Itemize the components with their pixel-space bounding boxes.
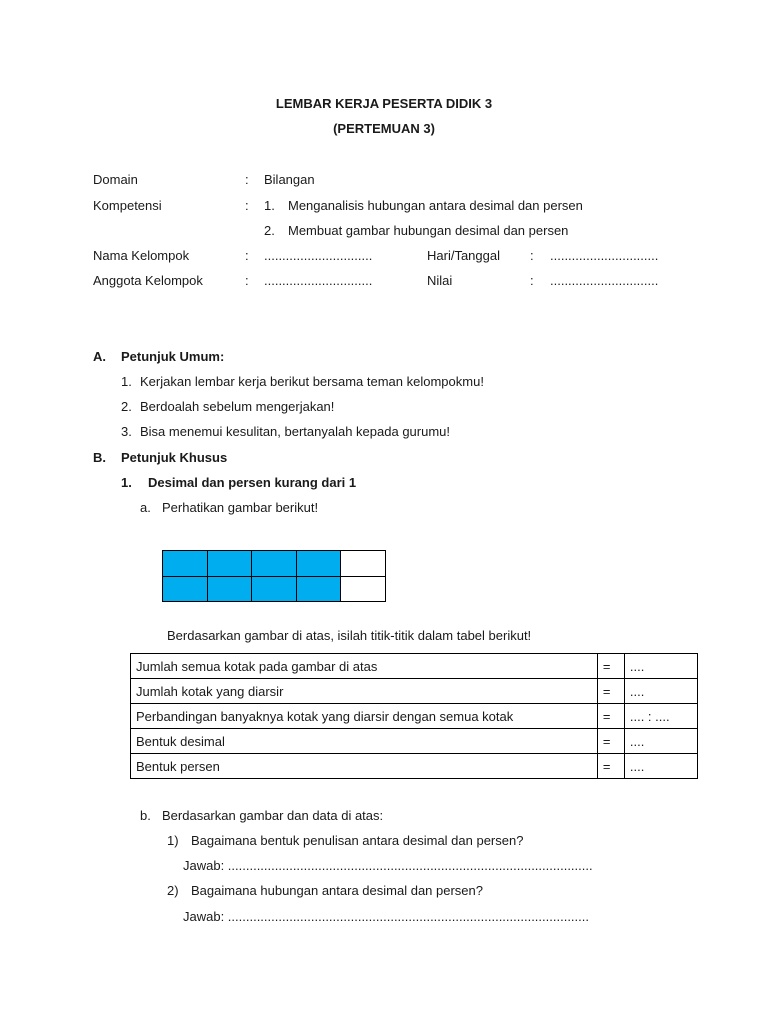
kompetensi-item-2-num: 2. bbox=[264, 223, 275, 238]
table-row bbox=[131, 704, 698, 729]
anggota-kelompok-field[interactable]: .............................. bbox=[264, 273, 373, 288]
item-a-letter: a. bbox=[140, 500, 151, 515]
grid-cell-shaded bbox=[252, 576, 297, 602]
page-title: LEMBAR KERJA PESERTA DIDIK 3 bbox=[275, 96, 493, 111]
section-a-letter: A. bbox=[93, 349, 106, 364]
table-row bbox=[131, 679, 698, 704]
nama-kelompok-field[interactable]: .............................. bbox=[264, 248, 373, 263]
row-equals: = bbox=[597, 754, 624, 779]
row-answer-field[interactable]: .... bbox=[624, 654, 697, 679]
subsection-1-num: 1. bbox=[121, 475, 132, 490]
row-label: Jumlah semua kotak pada gambar di atas bbox=[131, 654, 598, 679]
nilai-colon: : bbox=[530, 273, 534, 288]
grid-cell-empty bbox=[341, 576, 386, 602]
row-answer-field[interactable]: .... : .... bbox=[624, 704, 697, 729]
grid-row bbox=[163, 576, 386, 602]
question-1-answer-line[interactable]: Jawab: ..................................................................................................... bbox=[183, 858, 593, 873]
table-row bbox=[131, 729, 698, 754]
kompetensi-item-1: Menganalisis hubungan antara desimal dan persen bbox=[288, 198, 583, 213]
petunjuk-umum-num-2: 2. bbox=[121, 399, 132, 414]
grid-cell-shaded bbox=[163, 576, 208, 602]
section-a-heading: Petunjuk Umum: bbox=[121, 349, 225, 364]
grid-cell-empty bbox=[341, 551, 386, 577]
kompetensi-item-2: Membuat gambar hubungan desimal dan persen bbox=[288, 223, 569, 238]
row-label: Bentuk persen bbox=[131, 754, 598, 779]
hari-tanggal-label: Hari/Tanggal bbox=[427, 248, 500, 263]
grid-cell-shaded bbox=[296, 551, 341, 577]
fraction-grid bbox=[162, 550, 386, 602]
table-row bbox=[131, 654, 698, 679]
domain-colon: : bbox=[245, 172, 249, 187]
row-equals: = bbox=[597, 704, 624, 729]
row-label: Perbandingan banyaknya kotak yang diarsir dengan semua kotak bbox=[131, 704, 598, 729]
nama-kelompok-label: Nama Kelompok bbox=[93, 248, 190, 263]
petunjuk-umum-num-1: 1. bbox=[121, 374, 132, 389]
row-equals: = bbox=[597, 679, 624, 704]
page-subtitle: (PERTEMUAN 3) bbox=[333, 121, 435, 136]
question-1-text: Bagaimana bentuk penulisan antara desimal dan persen? bbox=[191, 833, 524, 848]
kompetensi-item-1-num: 1. bbox=[264, 198, 275, 213]
kompetensi-label: Kompetensi bbox=[93, 198, 162, 213]
fill-in-table bbox=[130, 653, 698, 779]
petunjuk-umum-item-1: Kerjakan lembar kerja berikut bersama teman kelompokmu! bbox=[140, 374, 484, 389]
grid-cell-shaded bbox=[252, 551, 297, 577]
item-a-text: Perhatikan gambar berikut! bbox=[162, 500, 319, 515]
row-answer-field[interactable]: .... bbox=[624, 729, 697, 754]
table-intro: Berdasarkan gambar di atas, isilah titik-titik dalam tabel berikut! bbox=[167, 628, 532, 643]
domain-label: Domain bbox=[93, 172, 138, 187]
item-b-letter: b. bbox=[140, 808, 151, 823]
petunjuk-umum-num-3: 3. bbox=[121, 424, 132, 439]
question-2-text: Bagaimana hubungan antara desimal dan persen? bbox=[191, 883, 483, 898]
nilai-label: Nilai bbox=[427, 273, 453, 288]
anggota-kelompok-label: Anggota Kelompok bbox=[93, 273, 203, 288]
petunjuk-umum-item-2: Berdoalah sebelum mengerjakan! bbox=[140, 399, 335, 414]
grid-cell-shaded bbox=[163, 551, 208, 577]
kompetensi-colon: : bbox=[245, 198, 249, 213]
section-b-heading: Petunjuk Khusus bbox=[121, 450, 228, 465]
grid-cell-shaded bbox=[207, 551, 252, 577]
item-b-text: Berdasarkan gambar dan data di atas: bbox=[162, 808, 384, 823]
domain-value: Bilangan bbox=[264, 172, 315, 187]
question-1-num: 1) bbox=[167, 833, 179, 848]
hari-tanggal-field[interactable]: .............................. bbox=[550, 248, 659, 263]
nama-kelompok-colon: : bbox=[245, 248, 249, 263]
petunjuk-umum-item-3: Bisa menemui kesulitan, bertanyalah kepada gurumu! bbox=[140, 424, 451, 439]
hari-tanggal-colon: : bbox=[530, 248, 534, 263]
row-label: Bentuk desimal bbox=[131, 729, 598, 754]
grid-row bbox=[163, 551, 386, 577]
grid-cell-shaded bbox=[296, 576, 341, 602]
row-answer-field[interactable]: .... bbox=[624, 754, 697, 779]
row-equals: = bbox=[597, 654, 624, 679]
subsection-1-heading: Desimal dan persen kurang dari 1 bbox=[148, 475, 357, 490]
section-b-letter: B. bbox=[93, 450, 106, 465]
nilai-field[interactable]: .............................. bbox=[550, 273, 659, 288]
row-label: Jumlah kotak yang diarsir bbox=[131, 679, 598, 704]
anggota-kelompok-colon: : bbox=[245, 273, 249, 288]
grid-cell-shaded bbox=[207, 576, 252, 602]
question-2-answer-line[interactable]: Jawab: .................................................................................................... bbox=[183, 909, 589, 924]
question-2-num: 2) bbox=[167, 883, 179, 898]
table-row bbox=[131, 754, 698, 779]
row-equals: = bbox=[597, 729, 624, 754]
row-answer-field[interactable]: .... bbox=[624, 679, 697, 704]
